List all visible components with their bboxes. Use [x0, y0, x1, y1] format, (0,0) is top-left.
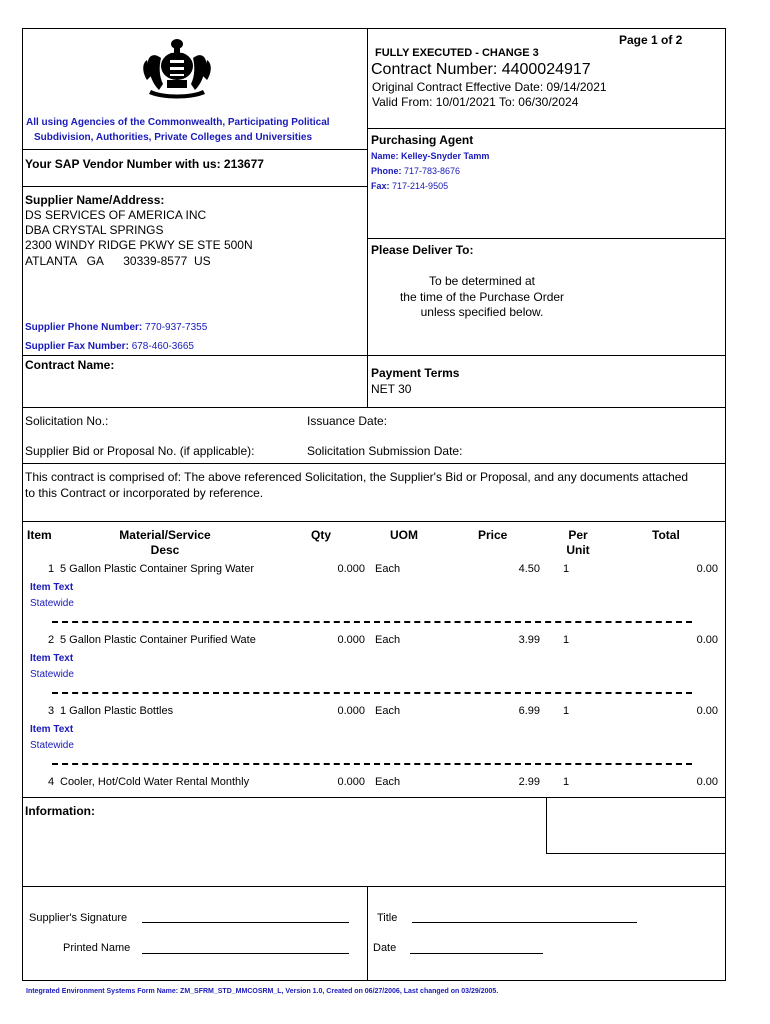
supplier-signature-line[interactable] [142, 922, 349, 923]
bottom-border [22, 980, 726, 981]
deliver-line2: the time of the Purchase Order [399, 290, 565, 304]
row3-item-text: Item Text [30, 724, 74, 735]
agent-phone-value: 717-783-8676 [404, 166, 461, 176]
divider-header [367, 128, 725, 129]
agencies-line1: All using Agencies of the Commonwealth, Participating Political [26, 117, 330, 128]
right-border [725, 28, 726, 886]
row-separator [52, 692, 692, 694]
submission-date: Solicitation Submission Date: [307, 444, 463, 458]
info-divider [546, 797, 547, 853]
supplier-heading: Supplier Name/Address: [25, 193, 165, 207]
divider-info [22, 886, 725, 887]
agent-heading: Purchasing Agent [371, 133, 474, 147]
divider-comprised [22, 521, 725, 522]
supplier-line-1: DS SERVICES OF AMERICA INC [25, 208, 207, 222]
row3-num: 3 [48, 705, 55, 717]
row3-uom: Each [375, 705, 401, 717]
valid-dates: Valid From: 10/01/2021 To: 06/30/2024 [372, 95, 579, 109]
solicitation-no: Solicitation No.: [25, 414, 109, 428]
deliver-line3: unless specified below. [420, 305, 544, 319]
agent-phone-label: Phone: [371, 166, 402, 176]
date-label: Date [373, 942, 397, 954]
contract-number: Contract Number: 4400024917 [371, 61, 591, 78]
col-per-2: Unit [566, 543, 590, 557]
sig-right-border [725, 886, 726, 980]
deliver-heading: Please Deliver To: [371, 243, 474, 257]
date-line[interactable] [410, 953, 543, 954]
row2-price: 3.99 [518, 634, 540, 646]
supplier-fax-value: 678-460-3665 [131, 341, 194, 352]
sig-divider [367, 886, 368, 980]
effective-date: Original Contract Effective Date: 09/14/2021 [372, 80, 607, 94]
printed-name-label: Printed Name [63, 942, 131, 954]
contract-status: FULLY EXECUTED - CHANGE 3 [375, 47, 539, 59]
row1-qty: 0.000 [337, 563, 365, 575]
agent-fax-label: Fax: [371, 181, 390, 191]
supplier-phone-label: Supplier Phone Number: [25, 322, 143, 333]
contract-name-label: Contract Name: [25, 358, 115, 372]
agent-phone [371, 166, 460, 177]
supplier-line-4: ATLANTA GA 30339-8577 US [25, 254, 211, 268]
supplier-signature-label: Supplier's Signature [29, 912, 128, 924]
row1-item-text: Item Text [30, 582, 74, 593]
col-price: Price [478, 528, 508, 542]
row4-num: 4 [48, 776, 55, 788]
row3-total: 0.00 [696, 705, 718, 717]
col-desc-2: Desc [150, 543, 180, 557]
title-label: Title [377, 912, 398, 924]
divider-solicitation [22, 463, 725, 464]
row4-per: 1 [563, 776, 570, 788]
title-line[interactable] [412, 922, 637, 923]
supplier-phone [25, 322, 207, 334]
row2-note: Statewide [30, 669, 74, 680]
row3-note: Statewide [30, 740, 74, 751]
agencies-line2: Subdivision, Authorities, Private Colleges and Universities [34, 132, 313, 143]
row4-price: 2.99 [518, 776, 540, 788]
row2-qty: 0.000 [337, 634, 365, 646]
col-item: Item [27, 528, 52, 542]
comprised-line1: This contract is comprised of: The above referenced Solicitation, the Supplier's Bid or Proposal, and any documents attached [25, 470, 689, 484]
row1-note: Statewide [30, 598, 74, 609]
supplier-fax-label: Supplier Fax Number: [25, 341, 129, 352]
row4-uom: Each [375, 776, 401, 788]
row4-desc: Cooler, Hot/Cold Water Rental Monthly [60, 776, 250, 788]
agent-name: Name: Kelley-Snyder Tamm [371, 151, 490, 161]
row1-total: 0.00 [696, 563, 718, 575]
divider-agencies [22, 149, 367, 150]
left-border [22, 28, 23, 886]
row3-desc: 1 Gallon Plastic Bottles [60, 705, 174, 717]
bid-proposal-no: Supplier Bid or Proposal No. (if applicable): [25, 444, 255, 458]
divider-vendor [22, 186, 367, 187]
row2-uom: Each [375, 634, 401, 646]
agent-fax-value: 717-214-9505 [392, 181, 449, 191]
row2-item-text: Item Text [30, 653, 74, 664]
vendor-number: Your SAP Vendor Number with us: 213677 [25, 157, 264, 171]
supplier-phone-value: 770-937-7355 [145, 322, 208, 333]
row1-desc: 5 Gallon Plastic Container Spring Water [60, 563, 255, 575]
row1-price: 4.50 [518, 563, 540, 575]
sig-left-border [22, 886, 23, 980]
row3-price: 6.99 [518, 705, 540, 717]
row3-qty: 0.000 [337, 705, 365, 717]
top-border [22, 28, 726, 29]
info-box-bottom [546, 853, 725, 854]
row1-per: 1 [563, 563, 570, 575]
col-desc-1: Material/Service [119, 528, 211, 542]
payment-heading: Payment Terms [371, 366, 460, 380]
row-separator [52, 763, 692, 765]
col-per-1: Per [568, 528, 588, 542]
col-total: Total [652, 528, 680, 542]
information-label: Information: [25, 804, 95, 818]
row1-num: 1 [48, 563, 55, 575]
divider-contract [22, 407, 725, 408]
deliver-line1: To be determined at [428, 274, 536, 288]
row4-qty: 0.000 [337, 776, 365, 788]
col-qty: Qty [311, 528, 332, 542]
supplier-line-2: DBA CRYSTAL SPRINGS [25, 223, 164, 237]
row2-num: 2 [48, 634, 55, 646]
middle-divider [367, 28, 368, 407]
row-separator [52, 621, 692, 623]
supplier-line-3: 2300 WINDY RIDGE PKWY SE STE 500N [25, 238, 253, 252]
commonwealth-seal-icon [137, 36, 217, 102]
row2-desc: 5 Gallon Plastic Container Purified Wate [60, 634, 256, 646]
row4-total: 0.00 [696, 776, 718, 788]
row3-per: 1 [563, 705, 570, 717]
comprised-line2: to this Contract or incorporated by reference. [25, 486, 264, 500]
page-number: Page 1 of 2 [619, 33, 683, 47]
payment-value: NET 30 [371, 382, 412, 396]
printed-name-line[interactable] [142, 953, 349, 954]
agent-fax [371, 181, 448, 192]
divider-supplier [22, 355, 725, 356]
divider-agent [367, 238, 725, 239]
row2-total: 0.00 [696, 634, 718, 646]
divider-table-end [22, 797, 725, 798]
supplier-fax [25, 341, 194, 353]
form-footer: Integrated Environment Systems Form Name: ZM_SFRM_STD_MMCOSRM_L, Version 1.0, Created on 06/27/2006, Last changed on 03/29/2005. [26, 988, 499, 995]
col-uom: UOM [390, 528, 418, 542]
issuance-date: Issuance Date: [307, 414, 388, 428]
row1-uom: Each [375, 563, 401, 575]
row2-per: 1 [563, 634, 570, 646]
